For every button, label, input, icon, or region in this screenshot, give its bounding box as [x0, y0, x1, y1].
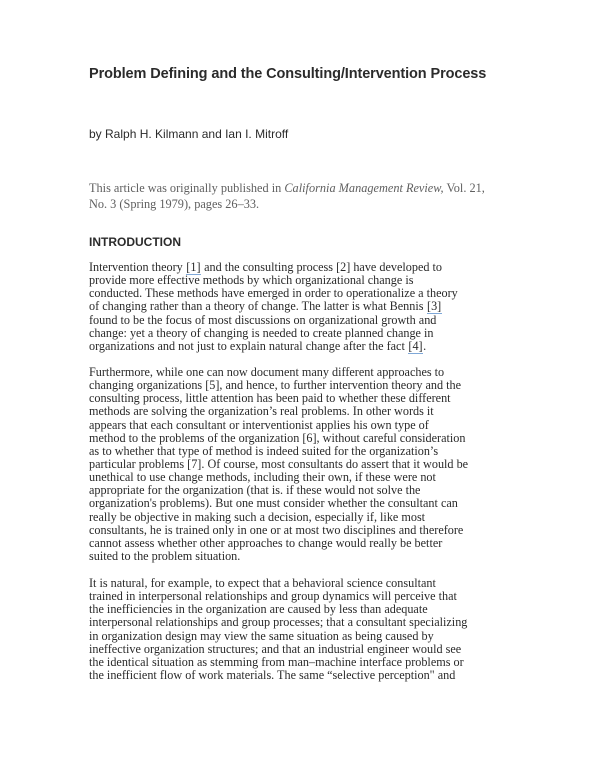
journal-name: California Management Review,: [284, 181, 444, 195]
pubnote-suffix: Vol. 21,: [443, 181, 485, 195]
paragraph-line: conducted. These methods have emerged in order to operationalize a theory: [89, 286, 458, 301]
paragraph-line: unethical to use change methods, including their own, if these were not: [89, 470, 436, 485]
paragraph-line: cannot assess whether other approaches to change would really be better: [89, 535, 443, 550]
paragraph-line: ineffective organization structures; and that an industrial engineer would see: [89, 641, 462, 656]
paragraph-line: found to be the focus of most discussions on organizational growth and: [89, 312, 437, 327]
paragraph-line: methods are solving the organization’s real problems. In other words it: [89, 404, 434, 419]
citation-link-3[interactable]: [3]: [427, 299, 442, 314]
paragraph-line: trained in interpersonal relationships and group dynamics will perceive that: [89, 589, 457, 604]
article-authors: by Ralph H. Kilmann and Ian I. Mitroff: [89, 127, 289, 141]
paragraph-line: appears that each consultant or interventionist applies his own type of: [89, 417, 429, 432]
publication-note: [89, 181, 529, 212]
paragraph-line: It is natural, for example, to expect that a behavioral science consultant: [89, 576, 436, 590]
pubnote-issue: No. 3 (Spring 1979), pages 26–33.: [89, 196, 260, 211]
paragraph-line: [89, 300, 529, 313]
paragraph-line: particular problems [7]. Of course, most consultants do assert that it would be: [89, 456, 469, 471]
paragraph-line: method to the problems of the organization [6], without careful consideration: [89, 430, 466, 445]
paragraph-2: [89, 366, 529, 563]
text-run: of changing rather than a theory of change. The latter is what Bennis: [89, 299, 427, 314]
paragraph-3: [89, 577, 529, 682]
paragraph-line: interpersonal relationships and group processes; that a consultant specializing: [89, 615, 468, 630]
section-heading-introduction: INTRODUCTION: [89, 235, 181, 249]
paragraph-1: [89, 261, 529, 353]
text-run: .: [423, 338, 427, 353]
pubnote-prefix: This article was originally published in: [89, 181, 285, 195]
article-title: Problem Defining and the Consulting/Intervention Process: [89, 66, 487, 82]
citation-link-1[interactable]: [1]: [186, 260, 201, 274]
paragraph-line: as to whether that type of method is indeed suited for the organization’s: [89, 443, 439, 458]
paragraph-line: the inefficient flow of work materials. The same “selective perception" and: [89, 667, 456, 682]
paragraph-line: [89, 340, 529, 353]
paragraph-line: really be objective in making such a decision, especially if, like most: [89, 509, 426, 524]
paragraph-line: Furthermore, while one can now document many different approaches to: [89, 365, 445, 379]
paragraph-line: the inefficiencies in the organization are caused by less than adequate: [89, 602, 428, 617]
paragraph-line: organization's problems). But one must consider whether the consultant can: [89, 496, 458, 511]
paragraph-line: the identical situation as stemming from man–machine interface problems or: [89, 654, 464, 669]
paragraph-line: consulting process, little attention has been paid to whether these different: [89, 391, 451, 406]
text-run: and the consulting process [2] have developed to: [201, 260, 442, 274]
text-run: organizations and not just to explain natural change after the fact: [89, 338, 408, 353]
paragraph-line: provide more effective methods by which organizational change is: [89, 273, 414, 288]
paragraph-line: consultants, he is trained only in one or at most two disciplines and therefore: [89, 522, 464, 537]
paragraph-line: changing organizations [5], and hence, to further intervention theory and the: [89, 378, 462, 393]
citation-link-4[interactable]: [4]: [408, 338, 423, 353]
paragraph-line: change: yet a theory of changing is needed to create planned change in: [89, 325, 434, 340]
paragraph-line: in organization design may view the same situation as being caused by: [89, 628, 434, 643]
text-run: Intervention theory: [89, 260, 186, 274]
paragraph-line: appropriate for the organization (that is. if these would not solve the: [89, 483, 421, 498]
paragraph-line: suited to the problem situation.: [89, 548, 241, 563]
